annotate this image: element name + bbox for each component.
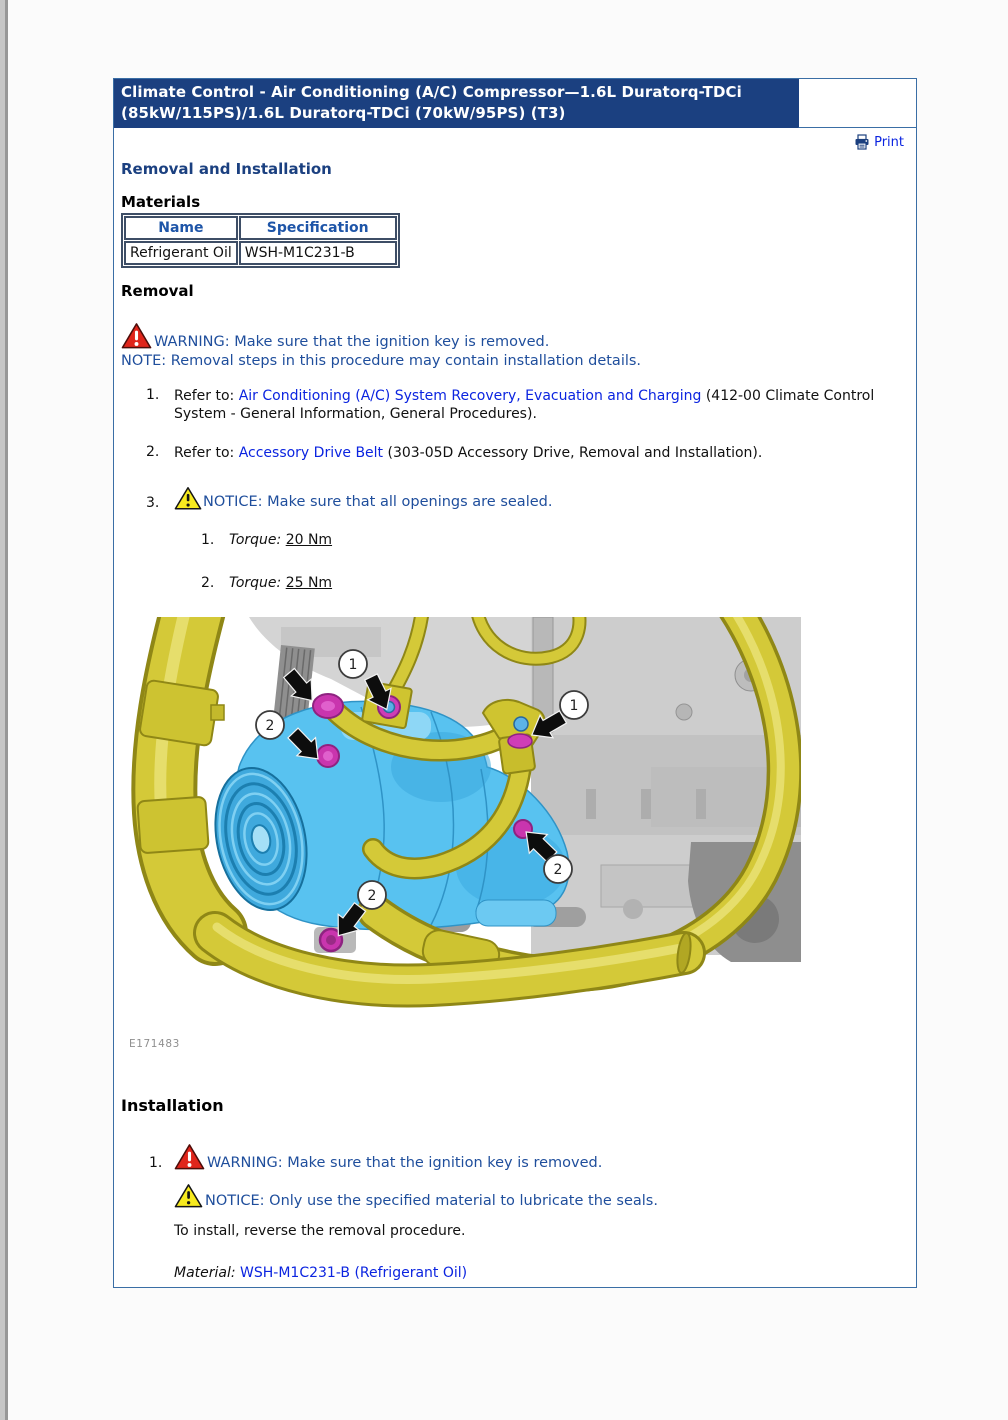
removal-step-2 [146,444,916,462]
cell-material-spec: WSH-M1C231-B [239,241,397,265]
col-name: Name [124,216,238,240]
callout-1: 1 [569,698,579,714]
torque-substep-1 [201,532,916,548]
article-container [113,78,917,1288]
substep-number: 1. [201,532,215,548]
refer-link-ac-recovery[interactable]: Air Conditioning (A/C) System Recovery, Evacuation and Charging [238,388,702,404]
installation-warning-text: WARNING: Make sure that the ignition key is removed. [207,1155,603,1171]
title-bar-row [114,79,916,128]
cell-material-name: Refrigerant Oil [124,241,238,265]
table-row [124,241,397,265]
removal-step-1 [146,387,916,423]
window-edge-strip [0,0,8,1420]
page-title: Climate Control - Air Conditioning (A/C) Compressor—1.6L Duratorq-TDCi (85kW/115PS)/1.6L Duratorq-TDCi (70kW/95PS) (T3) [114,79,798,128]
step-text [174,444,898,462]
torque-spec [229,532,332,548]
material-label: Material: [174,1265,236,1281]
notice-triangle-icon [174,486,202,516]
printer-icon [854,134,870,150]
callout-2: 2 [265,718,275,734]
removal-warning-text: WARNING: Make sure that the ignition key is removed. [154,334,550,350]
materials-heading: Materials [121,193,201,211]
material-link[interactable]: WSH-M1C231-B (Refrigerant Oil) [240,1265,468,1281]
print-row [114,128,916,154]
step-prefix: Refer to: [174,445,239,461]
removal-note-text: NOTE: Removal steps in this procedure may contain installation details. [121,353,642,369]
materials-table [121,213,400,268]
installation-step-1 [149,1143,916,1281]
bolt-magenta [508,734,532,748]
refer-link-drive-belt[interactable]: Accessory Drive Belt [238,445,384,461]
notice-triangle-icon [174,1183,203,1209]
removal-heading: Removal [121,282,194,300]
warning-triangle-icon [174,1143,205,1171]
table-header-row [124,216,397,240]
removal-warning-row [121,322,916,350]
title-bar-spacer [798,79,916,128]
step-number: 1. [149,1155,163,1171]
callout-2: 2 [367,888,377,904]
callout-2: 2 [553,862,563,878]
figure-caption: E171483 [129,1038,180,1050]
step-number: 2. [146,444,160,460]
torque-label: Torque: [229,575,282,591]
torque-substep-2 [201,575,916,591]
torque-value: 20 Nm [285,532,333,548]
step-number: 3. [146,495,160,511]
print-label: Print [874,134,904,150]
notice-text: NOTICE: Make sure that all openings are sealed. [203,494,553,510]
installation-notice-row [174,1183,658,1209]
figure-engine-illustration [131,617,801,1022]
step-text [174,486,898,516]
step-prefix: Refer to: [174,388,239,404]
col-specification: Specification [239,216,397,240]
installation-material-line [174,1265,658,1281]
step-text [174,387,898,423]
installation-heading: Installation [121,1096,224,1115]
callout-1: 1 [348,657,358,673]
substep-number: 2. [201,575,215,591]
warning-triangle-icon [121,322,152,350]
installation-warning-row [174,1143,658,1171]
section-heading: Removal and Installation [121,160,332,178]
valve-stem [514,717,528,731]
step-number: 1. [146,387,160,403]
removal-step-3 [146,486,916,516]
print-button[interactable] [854,134,904,150]
installation-notice-text: NOTICE: Only use the specified material to lubricate the seals. [205,1193,658,1209]
step-suffix: (303-05D Accessory Drive, Removal and Installation). [383,445,763,461]
step-content [174,1143,658,1281]
installation-body-text: To install, reverse the removal procedure. [174,1223,466,1239]
torque-label: Torque: [229,532,282,548]
step-suffix: (412-00 Climate Control System - General Information, General Procedures). [174,388,875,422]
torque-value: 25 Nm [285,575,333,591]
torque-spec [229,575,332,591]
